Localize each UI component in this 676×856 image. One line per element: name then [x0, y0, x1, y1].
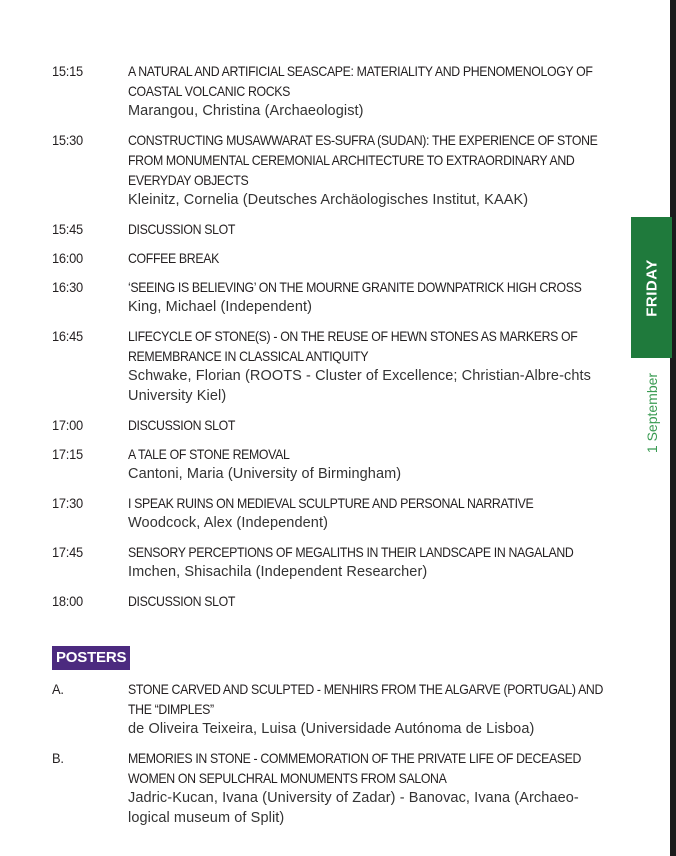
entry-time: 17:30: [52, 495, 83, 511]
entry-title: DISCUSSION SLOT: [128, 417, 236, 433]
entry-time: 17:00: [52, 417, 83, 433]
date-label: 1 September: [644, 372, 660, 454]
schedule-entry: [52, 591, 612, 611]
schedule-entry: [52, 130, 612, 210]
entry-time: 15:45: [52, 221, 83, 237]
schedule-entry: [52, 326, 612, 406]
poster-label: A.: [52, 681, 64, 697]
entry-title: CONSTRUCTING MUSAWWARAT ES-SUFRA (SUDAN): THE EXPERIENCE OF STONE FROM MONUMENTAL CEREMONIAL ARCHITECTURE TO EXTRAORDINARY AND EVERYDAY OBJECTS: [128, 132, 598, 188]
schedule-entry: [52, 444, 612, 484]
entry-title: I SPEAK RUINS ON MEDIEVAL SCULPTURE AND PERSONAL NARRATIVE: [128, 495, 534, 511]
entry-time: 16:00: [52, 250, 83, 266]
schedule-entry: [52, 493, 612, 533]
schedule-entry: [52, 248, 612, 268]
entry-title: LIFECYCLE OF STONE(S) - ON THE REUSE OF HEWN STONES AS MARKERS OF REMEMBRANCE IN CLASSICAL ANTIQUITY: [128, 328, 578, 364]
schedule-entry: [52, 542, 612, 582]
poster-speaker: Jadric-Kucan, Ivana (University of Zadar) - Banovac, Ivana (Archaeo-logical museum of Split): [128, 790, 579, 826]
entry-speaker: King, Michael (Independent): [128, 299, 313, 315]
entry-time: 15:15: [52, 63, 83, 79]
poster-label: B.: [52, 750, 64, 766]
posters-list: [52, 679, 612, 837]
entry-time: 16:45: [52, 328, 83, 344]
entry-time: 17:45: [52, 544, 83, 560]
schedule-entry: [52, 277, 612, 317]
day-label: FRIDAY: [643, 258, 660, 317]
entry-speaker: Cantoni, Maria (University of Birmingham): [128, 466, 402, 482]
schedule-entry: [52, 219, 612, 239]
entry-speaker: Imchen, Shisachila (Independent Researcher): [128, 564, 428, 580]
poster-speaker: de Oliveira Teixeira, Luisa (Universidade Autónoma de Lisboa): [128, 721, 535, 737]
entry-title: SENSORY PERCEPTIONS OF MEGALITHS IN THEIR LANDSCAPE IN NAGALAND: [128, 544, 574, 560]
entry-title: A TALE OF STONE REMOVAL: [128, 446, 290, 462]
entry-speaker: Schwake, Florian (ROOTS - Cluster of Excellence; Christian-Albre-chts University Kiel): [128, 368, 591, 404]
entry-title: A NATURAL AND ARTIFICIAL SEASCAPE: MATERIALITY AND PHENOMENOLOGY OF COASTAL VOLCANIC ROCKS: [128, 63, 593, 99]
entry-title: ‘SEEING IS BELIEVING’ ON THE MOURNE GRANITE DOWNPATRICK HIGH CROSS: [128, 279, 582, 295]
page-edge: [670, 0, 676, 856]
entry-title: COFFEE BREAK: [128, 250, 219, 266]
entry-title: DISCUSSION SLOT: [128, 593, 236, 609]
entry-title: DISCUSSION SLOT: [128, 221, 236, 237]
posters-heading: POSTERS: [52, 646, 130, 670]
schedule-list: [52, 61, 612, 620]
entry-time: 15:30: [52, 132, 83, 148]
entry-speaker: Kleinitz, Cornelia (Deutsches Archäologisches Institut, KAAK): [128, 192, 529, 208]
entry-speaker: Woodcock, Alex (Independent): [128, 515, 329, 531]
entry-time: 16:30: [52, 279, 83, 295]
poster-title: MEMORIES IN STONE - COMMEMORATION OF THE PRIVATE LIFE OF DECEASED WOMEN ON SEPULCHRAL MONUMENTS FROM SALONA: [128, 750, 582, 786]
entry-time: 17:15: [52, 446, 83, 462]
schedule-entry: [52, 61, 612, 121]
poster-entry: [52, 679, 612, 739]
poster-title: STONE CARVED AND SCULPTED - MENHIRS FROM THE ALGARVE (PORTUGAL) AND THE “DIMPLES”: [128, 681, 604, 717]
poster-entry: [52, 748, 612, 828]
entry-speaker: Marangou, Christina (Archaeologist): [128, 103, 364, 119]
entry-time: 18:00: [52, 593, 83, 609]
day-tab: [631, 217, 672, 358]
schedule-entry: [52, 415, 612, 435]
